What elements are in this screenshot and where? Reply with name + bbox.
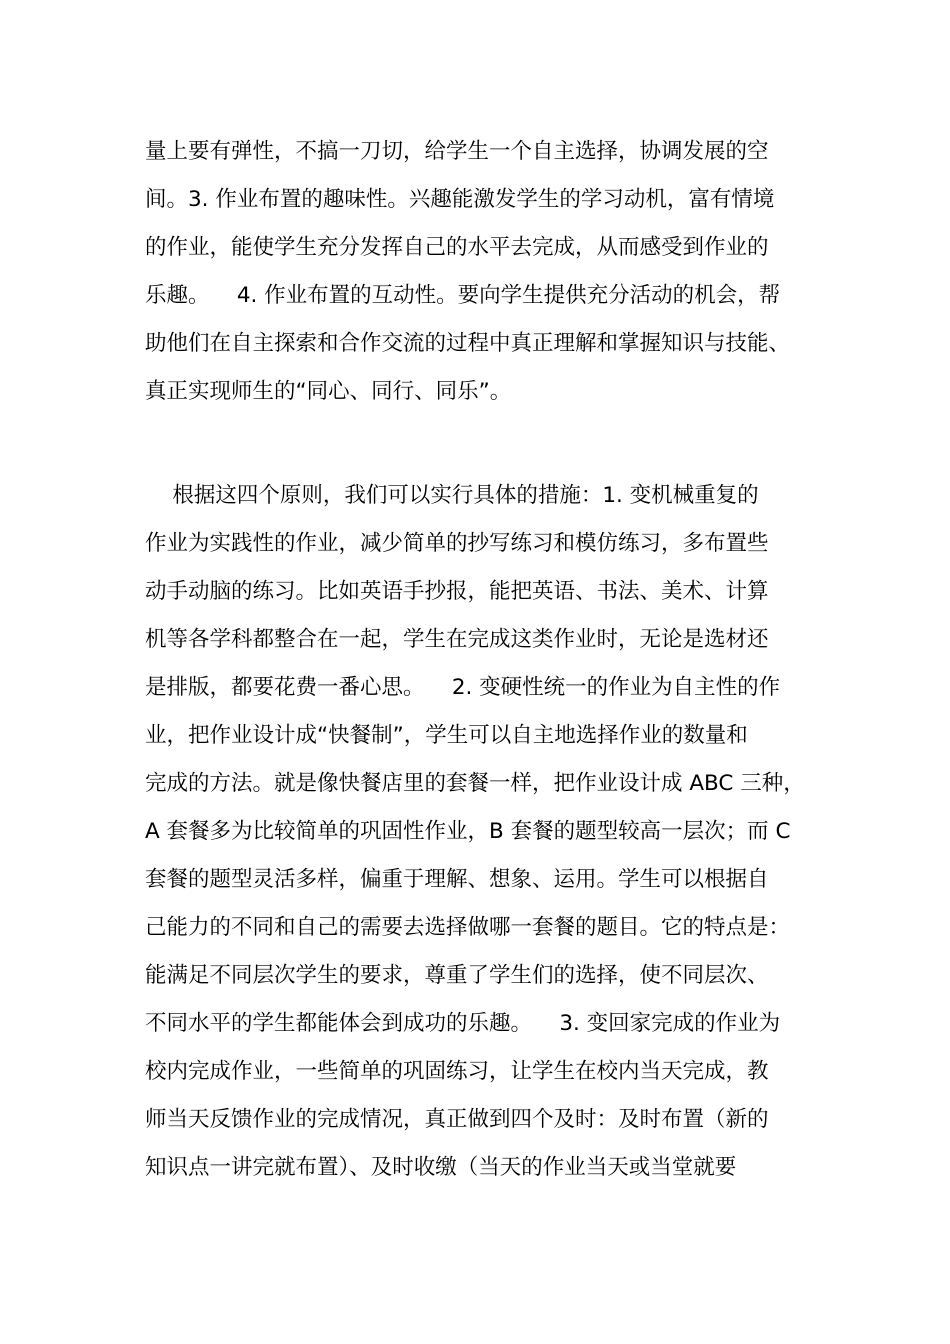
paragraph-1-line: 真正实现师生的“同心、同行、同乐”。	[145, 379, 512, 404]
paragraph-2-line: 师当天反馈作业的完成情况，真正做到四个及时：及时布置（新的	[145, 1107, 769, 1132]
paragraph-2-line: 己能力的不同和自己的需要去选择做哪一套餐的题目。它的特点是：	[145, 915, 791, 940]
paragraph-2-line: 作业为实践性的作业，减少简单的抄写练习和模仿练习，多布置些	[145, 531, 769, 556]
paragraph-2-line: 套餐的题型灵活多样，偏重于理解、想象、运用。学生可以根据自	[145, 867, 769, 892]
paragraph-1-line: 助他们在自主探索和合作交流的过程中真正理解和掌握知识与技能、	[145, 331, 791, 356]
paragraph-1-line: 量上要有弹性，不搞一刀切，给学生一个自主选择，协调发展的空	[145, 139, 769, 164]
paragraph-1-line: 间。3. 作业布置的趣味性。兴趣能激发学生的学习动机，富有情境	[145, 187, 775, 212]
paragraph-2-line: 机等各学科都整合在一起，学生在完成这类作业时，无论是选材还	[145, 627, 769, 652]
paragraph-2-line: A 套餐多为比较简单的巩固性作业，B 套餐的题型较高一层次；而 C	[145, 819, 791, 844]
paragraph-2-line: 是排版，都要花费一番心思。 2. 变硬性统一的作业为自主性的作	[145, 675, 781, 700]
paragraph-2-line: 校内完成作业，一些简单的巩固练习，让学生在校内当天完成，教	[145, 1059, 769, 1084]
paragraph-2-line: 业，把作业设计成“快餐制”，学生可以自主地选择作业的数量和	[145, 723, 748, 748]
paragraph-2-line: 完成的方法。就是像快餐店里的套餐一样，把作业设计成 ABC 三种，	[145, 771, 805, 796]
paragraph-2-line: 知识点一讲完就布置）、及时收缴（当天的作业当天或当堂就要	[145, 1155, 737, 1180]
paragraph-1-line: 的作业，能使学生充分发挥自己的水平去完成，从而感受到作业的	[145, 235, 769, 260]
paragraph-1-line: 乐趣。 4. 作业布置的互动性。要向学生提供充分活动的机会，帮	[145, 283, 781, 308]
paragraph-2-line: 能满足不同层次学生的要求，尊重了学生们的选择，使不同层次、	[145, 963, 769, 988]
paragraph-2-line: 不同水平的学生都能体会到成功的乐趣。 3. 变回家完成的作业为	[145, 1011, 781, 1036]
paragraph-2-line: 动手动脑的练习。比如英语手抄报，能把英语、书法、美术、计算	[145, 579, 769, 604]
paragraph-2-line: 根据这四个原则，我们可以实行具体的措施：1. 变机械重复的	[145, 483, 759, 508]
